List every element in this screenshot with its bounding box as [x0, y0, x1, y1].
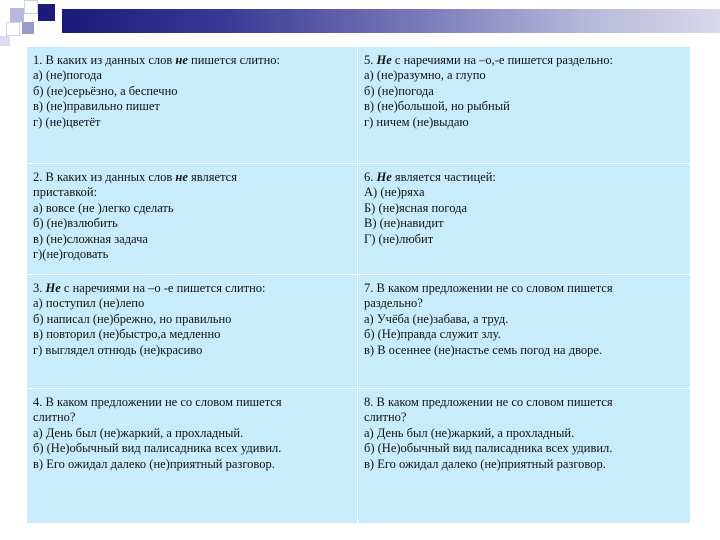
- answer-option: а) вовсе (не )легко сделать: [33, 200, 174, 215]
- answer-option: в) Его ожидал далеко (не)приятный разговор.: [33, 456, 275, 471]
- answer-option: а) День был (не)жаркий, а прохладный.: [33, 425, 244, 440]
- emphasis-word: Не: [45, 281, 61, 295]
- answer-option: б) (не)взлюбить: [33, 216, 118, 231]
- question-text: является: [187, 170, 237, 184]
- question-text: с наречиями на –о,-е пишется раздельно:: [391, 53, 613, 67]
- answer-option: г) (не)цветёт: [33, 114, 101, 129]
- table-row: [27, 389, 691, 524]
- question-cell-7: [358, 275, 691, 389]
- answer-option: Г) (не)любит: [364, 231, 434, 246]
- emphasis-word: не: [175, 170, 188, 184]
- decor-square: [10, 8, 24, 22]
- question-title: [364, 170, 684, 185]
- question-cell-3: [27, 275, 358, 389]
- question-cell-4: [27, 389, 358, 524]
- question-title-continued: раздельно?: [364, 296, 423, 311]
- question-title-continued: приставкой:: [33, 185, 98, 200]
- question-title: [33, 170, 351, 185]
- emphasis-word: Не: [376, 53, 392, 67]
- answer-option: г)(не)годовать: [33, 247, 109, 262]
- answer-option: а) (не)погода: [33, 68, 102, 83]
- question-cell-6: [358, 164, 691, 275]
- table-row: [27, 275, 691, 389]
- answer-option: в) Его ожидал далеко (не)приятный разговор.: [364, 456, 606, 471]
- question-text: 3.: [33, 281, 46, 295]
- question-title: 4. В каком предложении не со словом пишется: [33, 395, 282, 409]
- question-text: 6.: [364, 170, 377, 184]
- table-row: [27, 47, 691, 164]
- question-text: с наречиями на –о -е пишется слитно:: [60, 281, 266, 295]
- question-cell-5: [358, 47, 691, 164]
- answer-option: б) (Не)обычный вид палисадника всех удивил.: [33, 441, 282, 456]
- decor-square: [6, 22, 20, 36]
- answer-option: В) (не)навидит: [364, 216, 444, 231]
- answer-option: б) (не)серьёзно, а беспечно: [33, 83, 178, 98]
- answer-option: б) (не)погода: [364, 83, 434, 98]
- decor-square: [22, 22, 34, 34]
- question-cell-1: [27, 47, 358, 164]
- question-title: [33, 53, 351, 68]
- question-title: [364, 53, 684, 68]
- answer-option: в) (не)большой, но рыбный: [364, 99, 510, 114]
- quiz-table: [26, 46, 691, 524]
- answer-option: а) поступил (не)лепо: [33, 296, 145, 311]
- answer-option: в) (не)сложная задача: [33, 231, 148, 246]
- answer-option: б) (Не)правда служит злу.: [364, 327, 501, 342]
- question-text: 2. В каких из данных слов: [33, 170, 176, 184]
- answer-option: б) написал (не)брежно, но правильно: [33, 311, 232, 326]
- question-title: 7. В каком предложении не со словом пишется: [364, 281, 613, 295]
- question-cell-8: [358, 389, 691, 524]
- question-title: [33, 281, 351, 296]
- answer-option: г) выглядел отнюдь (не)красиво: [33, 342, 203, 357]
- answer-option: в) (не)правильно пишет: [33, 99, 160, 114]
- table-row: [27, 164, 691, 275]
- answer-option: б) (Не)обычный вид палисадника всех удивил.: [364, 441, 613, 456]
- answer-option: а) (не)разумно, а глупо: [364, 68, 486, 83]
- header-gradient-bar: [62, 9, 720, 33]
- answer-option: в) В осеннее (не)настье семь погод на дворе.: [364, 342, 603, 357]
- emphasis-word: Не: [376, 170, 392, 184]
- decor-square: [0, 36, 10, 46]
- answer-option: г) ничем (не)выдаю: [364, 114, 469, 129]
- decor-square: [38, 4, 55, 21]
- decor-square: [24, 0, 38, 14]
- question-text: является частицей:: [391, 170, 496, 184]
- answer-option: А) (не)ряха: [364, 185, 425, 200]
- answer-option: а) День был (не)жаркий, а прохладный.: [364, 425, 575, 440]
- question-cell-2: [27, 164, 358, 275]
- emphasis-word: не: [175, 53, 188, 67]
- answer-option: Б) (не)ясная погода: [364, 200, 467, 215]
- question-title-continued: слитно?: [364, 410, 407, 425]
- question-text: 1. В каких из данных слов: [33, 53, 176, 67]
- answer-option: а) Учёба (не)забава, а труд.: [364, 311, 509, 326]
- question-text: пишется слитно:: [187, 53, 280, 67]
- answer-option: в) повторил (не)быстро,а медленно: [33, 327, 221, 342]
- question-title: 8. В каком предложении не со словом пишется: [364, 395, 613, 409]
- question-title-continued: слитно?: [33, 410, 76, 425]
- quiz-table-container: [26, 46, 690, 524]
- question-text: 5.: [364, 53, 377, 67]
